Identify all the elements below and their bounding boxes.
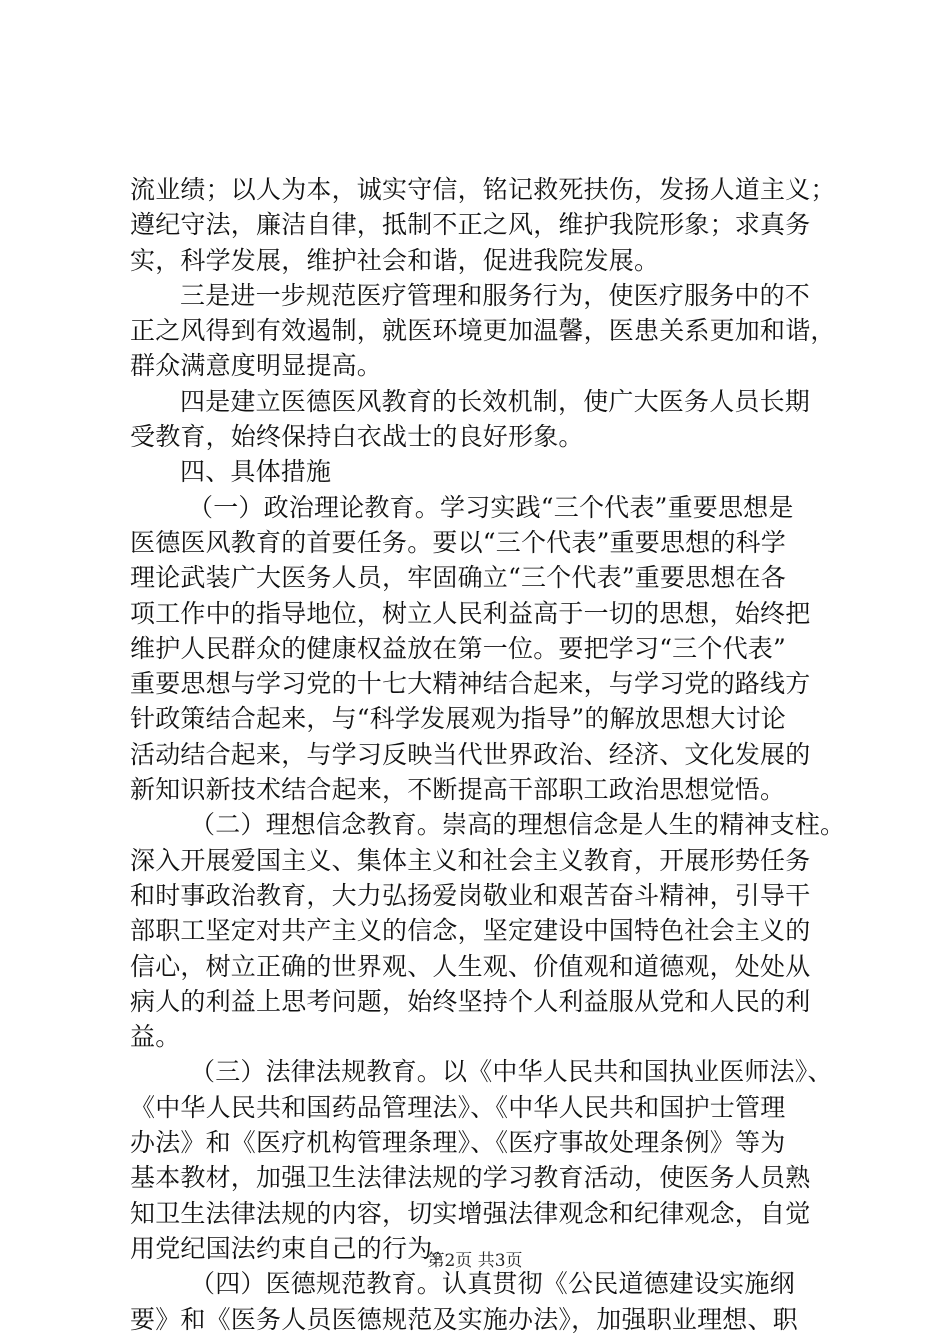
text-line: 病人的利益上思考问题，始终坚持个人利益服从党和人民的利: [130, 986, 811, 1016]
text-line: 流业绩；以人为本，诚实守信，铭记救死扶伤，发扬人道主义；: [130, 175, 836, 204]
text-line: 理论武装广大医务人员，牢固确立“三个代表”重要思想在各: [130, 563, 786, 593]
text-line: 维护人民群众的健康权益放在第一位。要把学习“三个代表”: [130, 633, 786, 663]
text-line: 针政策结合起来，与“科学发展观为指导”的解放思想大讨论: [130, 704, 786, 734]
text-line: 深入开展爱国主义、集体主义和社会主义教育，开展形势任务: [130, 845, 811, 875]
text-line: 信心，树立正确的世界观、人生观、价值观和道德观，处处从: [130, 951, 811, 981]
text-line: 部职工坚定对共产主义的信念，坚定建设中国特色社会主义的: [130, 916, 811, 946]
paragraph-start: （二）理想信念教育。崇高的理想信念是人生的精神支柱。: [190, 810, 846, 840]
text-line: 活动结合起来，与学习反映当代世界政治、经济、文化发展的: [130, 739, 811, 769]
paragraph-start: 三是进一步规范医疗管理和服务行为，使医疗服务中的不: [180, 280, 811, 310]
document-body: [130, 172, 846, 1337]
text-line: 新知识新技术结合起来，不断提高干部职工政治思想觉悟。: [130, 775, 786, 805]
section-heading: 四、具体措施: [180, 457, 332, 487]
text-line: 受教育，始终保持白衣战士的良好形象。: [130, 422, 584, 452]
text-line: 《中华人民共和国药品管理法》、《中华人民共和国护士管理: [130, 1092, 786, 1122]
page-footer: 第2页 共3页: [427, 1251, 523, 1271]
text-line: 用党纪国法约束自己的行为。: [130, 1233, 458, 1263]
text-line: 要》和《医务人员医德规范及实施办法》，加强职业理想、职: [130, 1304, 798, 1334]
paragraph-start: （一）政治理论教育。学习实践“三个代表”重要思想是: [188, 492, 794, 522]
text-line: 基本教材，加强卫生法律法规的学习教育活动，使医务人员熟: [130, 1163, 811, 1193]
text-line: 正之风得到有效遏制，就医环境更加温馨，医患关系更加和谐，: [130, 316, 836, 346]
text-line: 办法》和《医疗机构管理条理》、《医疗事故处理条例》等为: [130, 1128, 786, 1158]
text-line: 医德医风教育的首要任务。要以“三个代表”重要思想的科学: [130, 527, 786, 557]
paragraph-start: （三）法律法规教育。以《中华人民共和国执业医师法》、: [190, 1057, 833, 1087]
text-line: 实，科学发展，维护社会和谐，促进我院发展。: [130, 245, 660, 275]
text-line: 遵纪守法，廉洁自律，抵制不正之风，维护我院形象；求真务: [130, 210, 811, 240]
text-line: 和时事政治教育，大力弘扬爱岗敬业和艰苦奋斗精神，引导干: [130, 880, 811, 910]
paragraph-start: （四）医德规范教育。认真贯彻《公民道德建设实施纲: [190, 1269, 795, 1299]
text-line: 项工作中的指导地位，树立人民利益高于一切的思想，始终把: [130, 598, 811, 628]
text-line: 知卫生法律法规的内容，切实增强法律观念和纪律观念，自觉: [130, 1198, 811, 1228]
text-line: 群众满意度明显提高。: [130, 351, 383, 381]
text-line: 益。: [130, 1022, 181, 1052]
text-line: 重要思想与学习党的十七大精神结合起来，与学习党的路线方: [130, 669, 811, 699]
paragraph-start: 四是建立医德医风教育的长效机制，使广大医务人员长期: [180, 386, 811, 416]
